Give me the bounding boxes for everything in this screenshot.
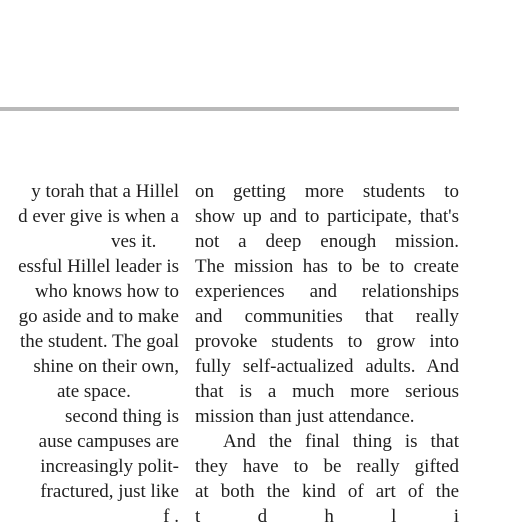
text-line: increasingly polit- xyxy=(40,456,179,477)
text-line: mission than just attendance. xyxy=(195,406,415,427)
text-line: fully self-actualized adults. And xyxy=(195,356,459,377)
text-line: that is a much more serious xyxy=(195,381,459,402)
section-divider xyxy=(0,107,459,111)
text-line: not a deep enough mission. xyxy=(195,231,459,252)
text-line: ves it. xyxy=(111,231,157,252)
text-line: at both the kind of art of the xyxy=(195,481,459,502)
text-line: essful Hillel leader is xyxy=(18,256,179,277)
text-line: shine on their own, xyxy=(33,356,179,377)
text-line: t d h l i xyxy=(195,506,459,527)
text-line: f . xyxy=(163,506,179,527)
text-line: show up and to participate, that's xyxy=(195,206,459,227)
left-text-column xyxy=(0,179,179,529)
text-line: they have to be really gifted xyxy=(195,456,459,477)
text-line: on getting more students to xyxy=(195,181,459,202)
text-line: the student. The goal xyxy=(19,331,179,352)
text-line: provoke students to grow into xyxy=(195,331,459,352)
text-line: ate space. xyxy=(57,381,131,402)
text-line: and communities that really xyxy=(195,306,459,327)
text-line: experiences and relationships xyxy=(195,281,459,302)
text-line: second thing is xyxy=(65,406,179,427)
text-line: The mission has to be to create xyxy=(195,256,459,277)
text-line: who knows how to xyxy=(34,281,179,302)
text-line: ause campuses are xyxy=(38,431,179,452)
text-line: y torah that a Hillel xyxy=(31,181,179,202)
right-text-column xyxy=(195,179,459,529)
text-line: go aside and to make xyxy=(18,306,179,327)
paragraph-start-line: And the final thing is that xyxy=(223,431,459,452)
text-line: fractured, just like xyxy=(40,481,179,502)
text-line: d ever give is when a xyxy=(18,206,179,227)
